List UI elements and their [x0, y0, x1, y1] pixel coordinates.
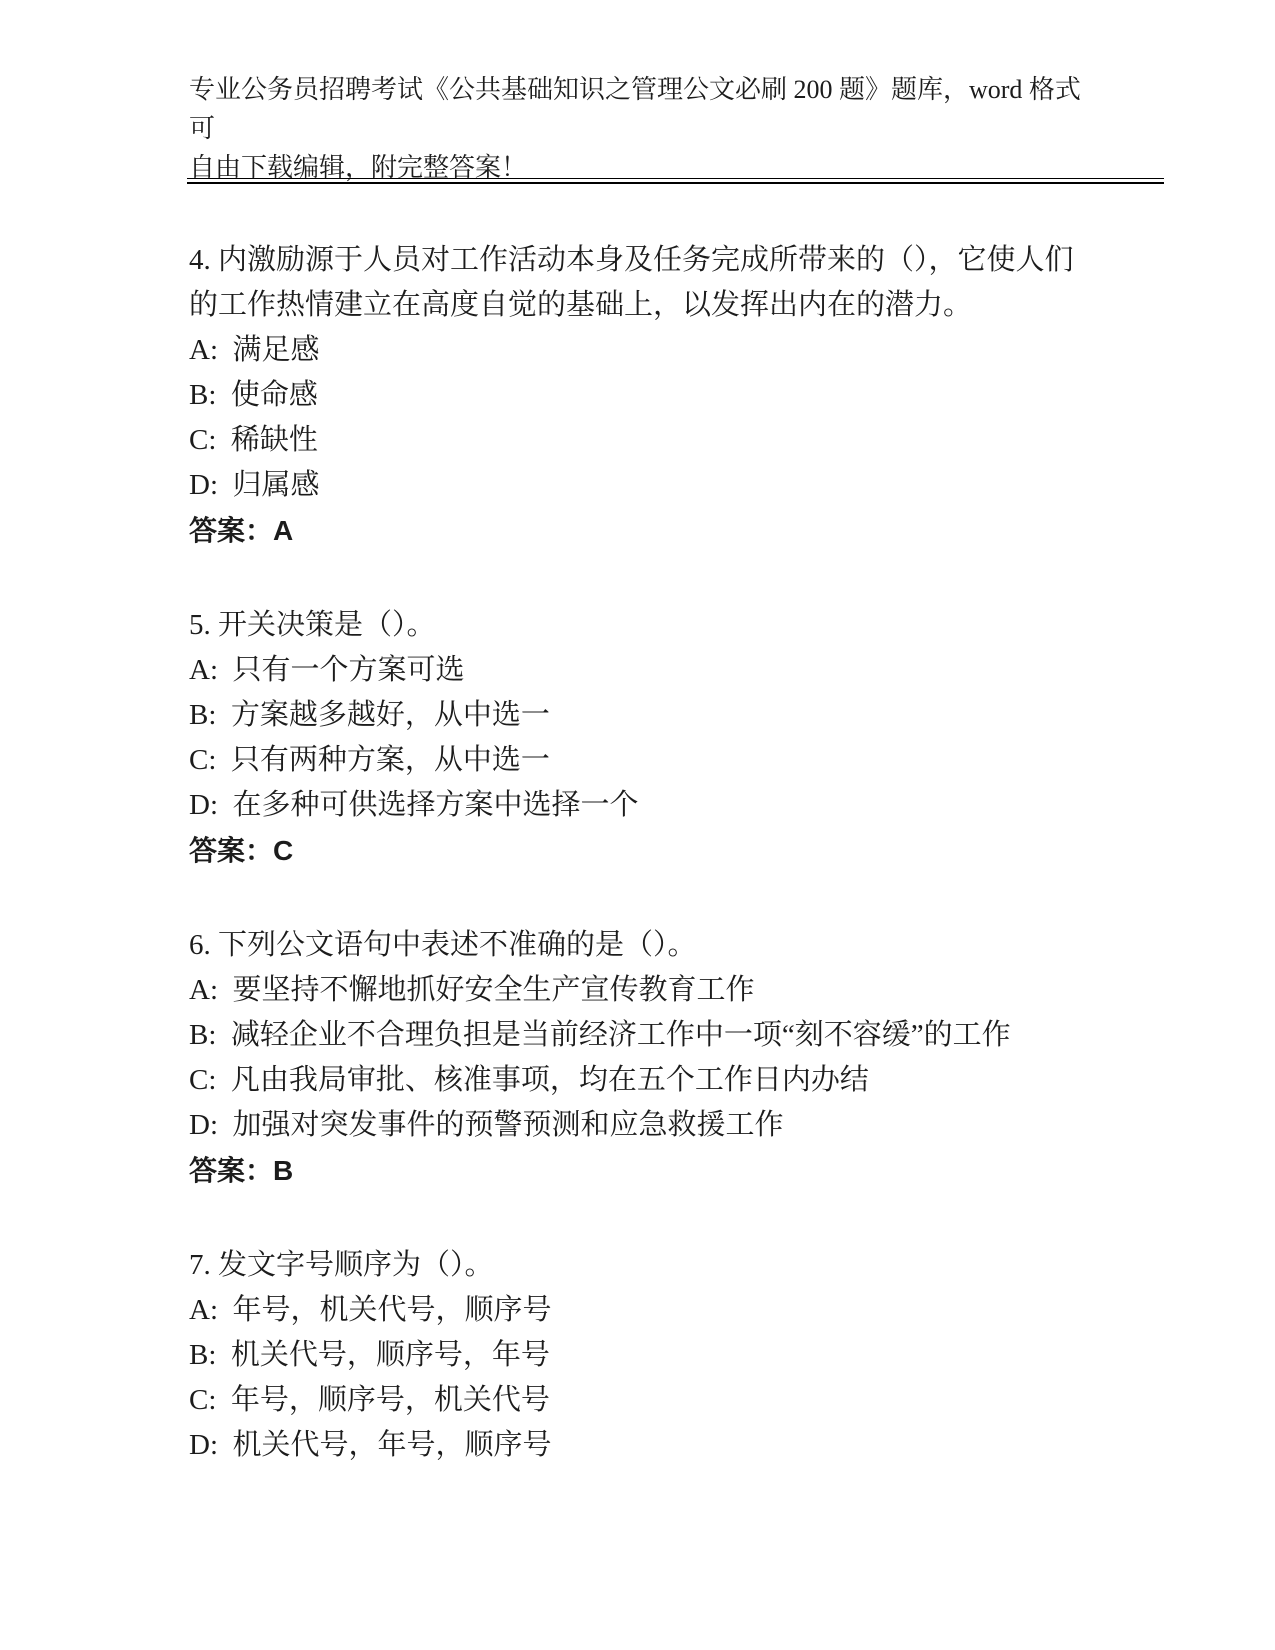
question-4: [189, 238, 1079, 553]
document-body: [189, 238, 1079, 1518]
question-7-text: 7. 发文字号顺序为（）。: [189, 1249, 494, 1281]
question-6-option-d: D: 加强对突发事件的预警预测和应急救援工作: [189, 1109, 784, 1141]
question-4-text: 4. 内激励源于人员对工作活动本身及任务完成所带来的（），它使人们的工作热情建立在高度自觉的基础上，以发挥出内在的潜力。: [189, 244, 1074, 321]
question-7: [189, 1243, 1079, 1468]
question-4-option-c: C: 稀缺性: [189, 424, 318, 456]
question-4-option-d: D: 归属感: [189, 469, 320, 501]
page-header: [189, 70, 1094, 187]
question-5-answer: 答案：C: [189, 835, 294, 866]
question-5-option-d: D: 在多种可供选择方案中选择一个: [189, 789, 639, 821]
question-5-option-b: B: 方案越多越好，从中选一: [189, 699, 550, 731]
question-5-option-a: A: 只有一个方案可选: [189, 654, 465, 686]
question-7-option-a: A: 年号，机关代号，顺序号: [189, 1294, 552, 1326]
header-text-line2: 自由下载编辑，附完整答案！: [189, 153, 528, 182]
question-6-option-c: C: 凡由我局审批、核准事项，均在五个工作日内办结: [189, 1064, 869, 1096]
question-5-text: 5. 开关决策是（）。: [189, 609, 436, 641]
question-7-option-b: B: 机关代号，顺序号，年号: [189, 1339, 550, 1371]
question-6-answer: 答案：B: [189, 1155, 294, 1186]
question-5: [189, 603, 1079, 873]
question-7-option-c: C: 年号，顺序号，机关代号: [189, 1384, 550, 1416]
question-6-option-b: B: 减轻企业不合理负担是当前经济工作中一项“刻不容缓”的工作: [189, 1019, 1011, 1051]
question-4-option-b: B: 使命感: [189, 379, 318, 411]
question-6-option-a: A: 要坚持不懈地抓好安全生产宣传教育工作: [189, 974, 755, 1006]
question-6-text: 6. 下列公文语句中表述不准确的是（）。: [189, 929, 697, 961]
question-4-answer: 答案：A: [189, 515, 294, 546]
header-text-line1: 专业公务员招聘考试《公共基础知识之管理公文必刷 200 题》题库，word 格式可: [189, 75, 1081, 143]
question-6: [189, 923, 1079, 1193]
question-7-option-d: D: 机关代号，年号，顺序号: [189, 1429, 552, 1461]
header-divider-rule: [187, 178, 1164, 184]
question-5-option-c: C: 只有两种方案，从中选一: [189, 744, 550, 776]
question-4-option-a: A: 满足感: [189, 334, 320, 366]
